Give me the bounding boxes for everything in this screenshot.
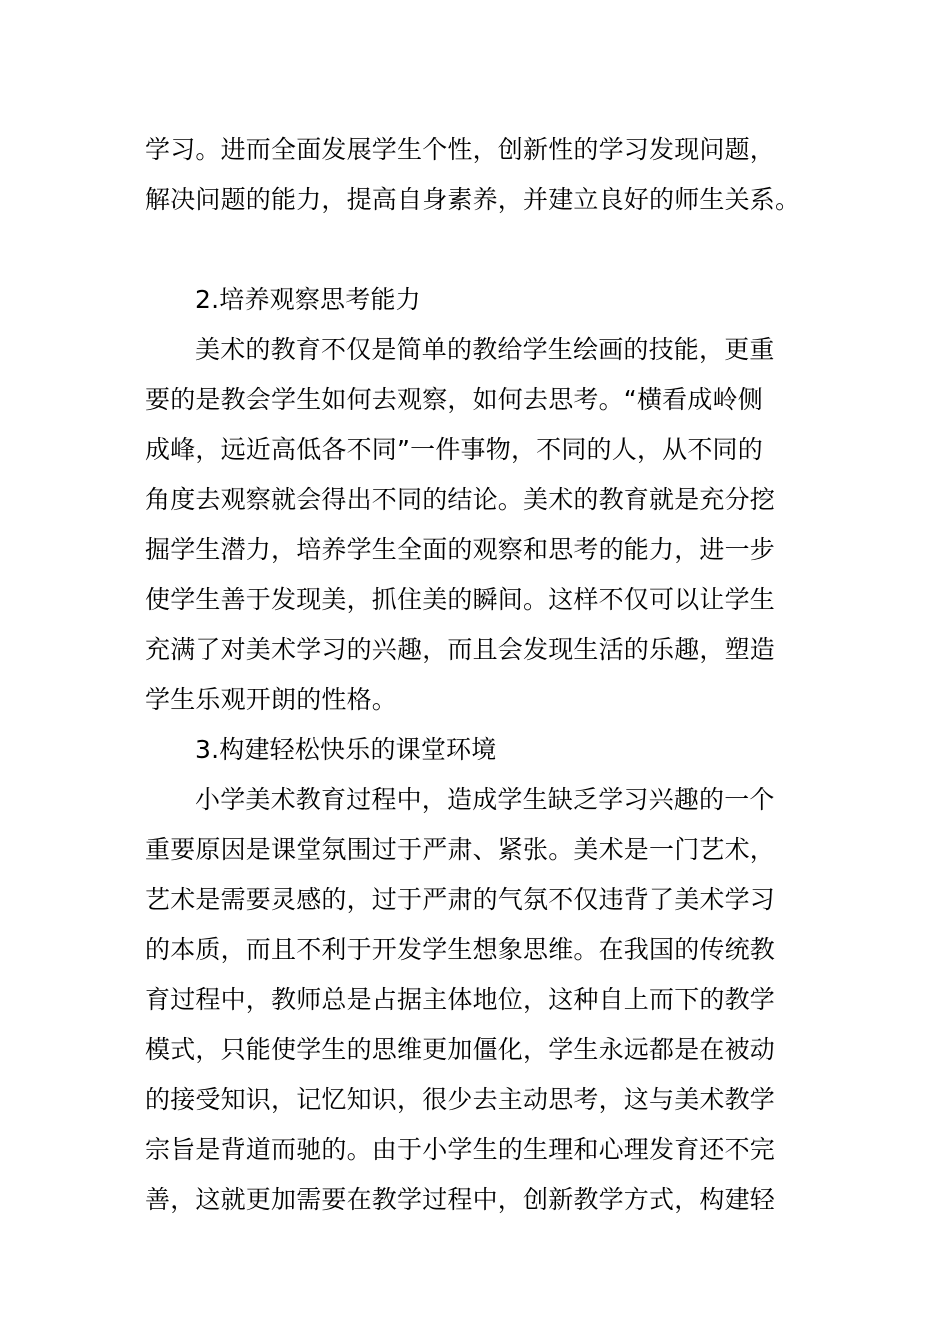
- paragraph-line: 小学美术教育过程中，造成学生缺乏学习兴趣的一个: [195, 785, 775, 814]
- paragraph-line: 充满了对美术学习的兴趣，而且会发现生活的乐趣，塑造: [145, 635, 776, 664]
- paragraph-line: 使学生善于发现美，抓住美的瞬间。这样不仅可以让学生: [145, 585, 776, 614]
- paragraph-line: 美术的教育不仅是简单的教给学生绘画的技能，更重: [195, 335, 775, 364]
- paragraph-line: 育过程中，教师总是占据主体地位，这种自上而下的教学: [145, 985, 776, 1014]
- paragraph-line: 模式，只能使学生的思维更加僵化，学生永远都是在被动: [145, 1035, 776, 1064]
- paragraph-line: 成峰，远近高低各不同”一件事物，不同的人，从不同的: [145, 435, 763, 464]
- paragraph-line: 学习。进而全面发展学生个性，创新性的学习发现问题，: [145, 135, 776, 164]
- paragraph-line: 重要原因是课堂氛围过于严肃、紧张。美术是一门艺术，: [145, 835, 776, 864]
- paragraph-line: 艺术是需要灵感的，过于严肃的气氛不仅违背了美术学习: [145, 885, 776, 914]
- paragraph-line: 角度去观察就会得出不同的结论。美术的教育就是充分挖: [145, 485, 776, 514]
- paragraph-line: 解决问题的能力，提高自身素养，并建立良好的师生关系。: [145, 185, 801, 214]
- paragraph-line: 善，这就更加需要在教学过程中，创新教学方式，构建轻: [145, 1185, 776, 1214]
- section-heading: 2.培养观察思考能力: [195, 285, 421, 314]
- paragraph-line: 学生乐观开朗的性格。: [145, 685, 398, 714]
- paragraph-line: 要的是教会学生如何去观察，如何去思考。“横看成岭侧: [145, 385, 763, 414]
- paragraph-line: 掘学生潜力，培养学生全面的观察和思考的能力，进一步: [145, 535, 776, 564]
- paragraph-line: 的接受知识，记忆知识，很少去主动思考，这与美术教学: [145, 1085, 776, 1114]
- paragraph-line: 宗旨是背道而驰的。由于小学生的生理和心理发育还不完: [145, 1135, 776, 1164]
- paragraph-line: 的本质，而且不利于开发学生想象思维。在我国的传统教: [145, 935, 776, 964]
- section-heading: 3.构建轻松快乐的课堂环境: [195, 735, 497, 764]
